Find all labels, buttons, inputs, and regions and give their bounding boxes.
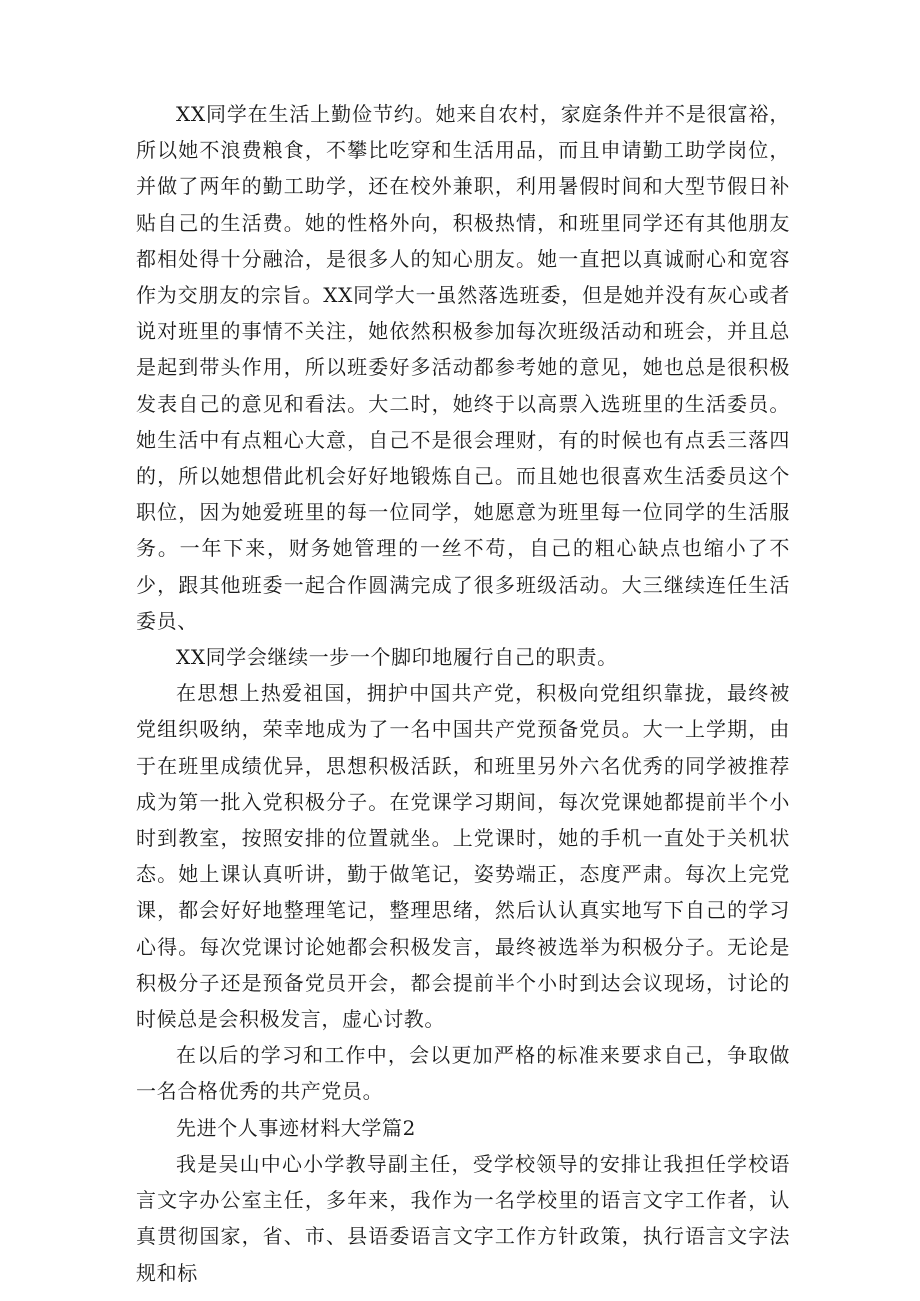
paragraph-future: 在以后的学习和工作中，会以更加严格的标准来要求自己，争取做一名合格优秀的共产党员。 <box>136 1043 790 1104</box>
paragraph-ideology: 在思想上热爱祖国，拥护中国共产党，积极向党组织靠拢，最终被党组织吸纳，荣幸地成为了一名中国共产党预备党员。大一上学期，由于在班里成绩优异，思想积极活跃，和班里另外六名优秀的同学被推荐成为第一批入党积极分子。在党课学习期间，每次党课她都提前半个小时到教室，按照安排的位置就坐。上党课时，她的手机一直处于关机状态。她上课认真听讲，勤于做笔记，姿势端正，态度严肃。每次上完党课，都会好好地整理笔记，整理思绪，然后认认真实地写下自己的学习心得。每次党课讨论她都会积极发言，最终被选举为积极分子。无论是积极分子还是预备党员开会，都会提前半个小时到达会议现场，讨论的时候总是会积极发言，虚心讨教。 <box>136 681 790 1032</box>
paragraph-section-2: 我是吴山中心小学教导副主任，受学校领导的安排让我担任学校语言文字办公室主任，多年来，我作为一名学校里的语言文字工作者，认真贯彻国家，省、市、县语委语言文字工作方针政策，执行语言文字法规和标 <box>136 1151 790 1285</box>
paragraph-duties: XX同学会继续一步一个脚印地履行自己的职责。 <box>176 645 618 670</box>
section-title: 先进个人事迹材料大学篇2 <box>176 1115 416 1140</box>
paragraph-frugal-life: XX同学在生活上勤俭节约。她来自农村，家庭条件并不是很富裕，所以她不浪费粮食，不攀比吃穿和生活用品，而且申请勤工助学岗位，并做了两年的勤工助学，还在校外兼职，利用暑假时间和大型节假日补贴自己的生活费。她的性格外向，积极热情，和班里同学还有其他朋友都相处得十分融洽，是很多人的知心朋友。她一直把以真诚耐心和宽容作为交朋友的宗旨。XX同学大一虽然落选班委，但是她并没有灰心或者说对班里的事情不关注，她依然积极参加每次班级活动和班会，并且总是起到带头作用，所以班委好多活动都参考她的意见，她也总是很积极发表自己的意见和看法。大二时，她终于以高票入选班里的生活委员。她生活中有点粗心大意，自己不是很会理财，有的时候也有点丢三落四的，所以她想借此机会好好地锻炼自己。而且她也很喜欢生活委员这个职位，因为她爱班里的每一位同学，她愿意为班里每一位同学的生活服务。一年下来，财务她管理的一丝不苟，自己的粗心缺点也缩小了不少，跟其他班委一起合作圆满完成了很多班级活动。大三继续连任生活委员、 <box>136 102 790 633</box>
document-page <box>136 96 790 1291</box>
